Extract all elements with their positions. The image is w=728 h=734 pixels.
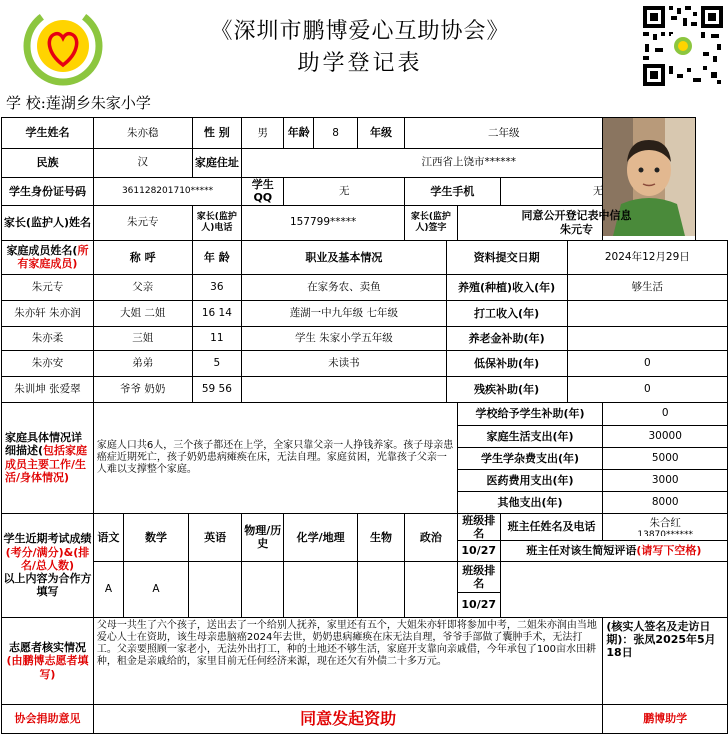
association-title: 《深圳市鹏博爱心互助协会》 bbox=[210, 19, 510, 44]
subject-politics: 政治 bbox=[405, 513, 458, 561]
label-occupation: 职业及基本情况 bbox=[242, 240, 446, 274]
class-rank-2: 10/27 bbox=[457, 592, 500, 617]
member-age: 36 bbox=[192, 274, 242, 300]
work-income bbox=[567, 300, 727, 326]
school-label: 学 校: bbox=[6, 94, 46, 112]
subject-math: 数学 bbox=[123, 513, 188, 561]
label-submit-date: 资料提交日期 bbox=[446, 240, 567, 274]
subject-chinese: 语文 bbox=[93, 513, 123, 561]
pension bbox=[567, 326, 727, 350]
member-relation: 大姐 二姐 bbox=[93, 300, 192, 326]
form-title: 助学登记表 bbox=[297, 51, 423, 76]
member-age: 16 14 bbox=[192, 300, 242, 326]
member-age: 5 bbox=[192, 350, 242, 376]
label-teacher: 班主任姓名及电话 bbox=[500, 513, 603, 540]
label-class-rank: 班级排名 bbox=[457, 513, 500, 540]
student-address: 江西省上饶市****** bbox=[242, 148, 696, 177]
member-name: 朱亦安 bbox=[2, 350, 94, 376]
label-pension: 养老金补助(年) bbox=[446, 326, 567, 350]
member-occupation: 未读书 bbox=[242, 350, 446, 376]
submit-date: 2024年12月29日 bbox=[567, 240, 727, 274]
family-label-a: 家庭具体情况详细描述( bbox=[5, 431, 82, 458]
student-age: 8 bbox=[314, 118, 358, 149]
label-grade: 年级 bbox=[357, 118, 404, 149]
member-relation: 弟弟 bbox=[93, 350, 192, 376]
exam-label-b: (考分/满分)&(排名/总人数) bbox=[5, 545, 90, 572]
other-expense: 8000 bbox=[603, 491, 728, 513]
teacher-comment-label: 班主任对该生简短评语 bbox=[526, 544, 637, 558]
subject-english: 英语 bbox=[189, 513, 242, 561]
farm-income: 够生活 bbox=[567, 274, 727, 300]
teacher-comment-note: (请写下空格) bbox=[636, 544, 702, 558]
label-class-rank-2: 班级排名 bbox=[457, 561, 500, 592]
association-logo bbox=[22, 5, 104, 87]
student-idno: 361128201710***** bbox=[93, 177, 241, 205]
member-name: 朱亦轩 朱亦润 bbox=[2, 300, 94, 326]
label-gender: 性 别 bbox=[192, 118, 242, 149]
member-name: 朱亦柔 bbox=[2, 326, 94, 350]
label-qq: 学生QQ bbox=[242, 177, 284, 205]
subject-chemistry-geography: 化学/地理 bbox=[284, 513, 358, 561]
volunteer-verification: 父母一共生了六个孩子，送出去了一个给别人抚养，家里还有五个，大姐朱亦轩即将参加中考，二姐朱亦润由当地爱心人士在资助，该生母亲患脑癌2024年去世，奶奶患病瘫痪在床无法自理，爷爷手部做了囊肿手术，无法打工。父亲要照顾一家老小，无法外出打工，种的土地还不够生活，家庭开支靠向亲戚借，今年承包了100亩水田耕种，租金是亲戚给的，家里目前无任何经济来源，现在还欠有外债二十多万元。 bbox=[93, 617, 602, 704]
student-phone: 无 bbox=[500, 177, 696, 205]
volunteer-signature: (核实人签名及走访日期)：张凤2025年5月18日 bbox=[603, 617, 728, 704]
label-living: 家庭生活支出(年) bbox=[457, 425, 603, 447]
teacher-comment bbox=[500, 561, 727, 617]
student-name: 朱亦稳 bbox=[93, 118, 192, 149]
disability: 0 bbox=[567, 376, 727, 402]
label-other: 其他支出(年) bbox=[457, 491, 603, 513]
member-occupation bbox=[242, 376, 446, 402]
student-grade: 二年级 bbox=[405, 118, 603, 149]
family-label-b: 包括家庭成员主要工作/生活/身体情况) bbox=[5, 444, 88, 484]
members-label-a: 家庭成员姓名( bbox=[6, 243, 78, 257]
label-opinion: 协会捐助意见 bbox=[2, 704, 94, 733]
header bbox=[0, 0, 728, 90]
label-phone: 学生手机 bbox=[405, 177, 501, 205]
label-volunteer bbox=[2, 617, 94, 704]
guardian-name: 朱元专 bbox=[93, 205, 192, 240]
label-work-income: 打工收入(年) bbox=[446, 300, 567, 326]
qr-code-icon bbox=[641, 4, 725, 88]
label-members bbox=[2, 240, 94, 274]
medical-expense: 3000 bbox=[603, 469, 728, 491]
label-guardian: 家长(监护人)姓名 bbox=[2, 205, 94, 240]
label-address: 家庭住址 bbox=[192, 148, 242, 177]
label-medical: 医药费用支出(年) bbox=[457, 469, 603, 491]
org-name: 鹏博助学 bbox=[603, 704, 728, 733]
member-relation: 三姐 bbox=[93, 326, 192, 350]
label-ethnic: 民族 bbox=[2, 148, 94, 177]
consent-text: 同意公开登记表中信息 bbox=[521, 209, 632, 223]
score-chinese: A bbox=[93, 561, 123, 617]
class-rank-1: 10/27 bbox=[457, 540, 500, 561]
school-line bbox=[6, 92, 151, 113]
exam-label-c: 以上内容为合作方填写 bbox=[3, 571, 92, 599]
misc-expense: 5000 bbox=[603, 447, 728, 469]
label-idno: 学生身份证号码 bbox=[2, 177, 94, 205]
registration-form-table bbox=[1, 117, 728, 734]
label-farm-income: 养殖(种植)收入(年) bbox=[446, 274, 567, 300]
lowinc: 0 bbox=[567, 350, 727, 376]
member-occupation: 学生 朱家小学五年级 bbox=[242, 326, 446, 350]
guardian-phone: 157799***** bbox=[242, 205, 405, 240]
member-age: 11 bbox=[192, 326, 242, 350]
label-family-desc bbox=[2, 402, 94, 513]
score-chemistry-geography bbox=[284, 561, 358, 617]
volunteer-label-a: 志愿者核实情况 bbox=[8, 641, 86, 655]
school-name: 莲湖乡朱家小学 bbox=[45, 94, 151, 112]
living-expense: 30000 bbox=[603, 425, 728, 447]
school-aid: 0 bbox=[603, 402, 728, 425]
teacher-info bbox=[603, 513, 728, 540]
subject-physics-history: 物理/历史 bbox=[242, 513, 284, 561]
label-disability: 残疾补助(年) bbox=[446, 376, 567, 402]
member-name: 朱元专 bbox=[2, 274, 94, 300]
teacher-name: 朱合红 bbox=[649, 517, 681, 530]
label-student-name: 学生姓名 bbox=[2, 118, 94, 149]
student-gender: 男 bbox=[242, 118, 284, 149]
label-member-age: 年 龄 bbox=[192, 240, 242, 274]
score-english bbox=[189, 561, 242, 617]
score-physics-history bbox=[242, 561, 284, 617]
label-misc: 学生学杂费支出(年) bbox=[457, 447, 603, 469]
member-relation: 爷爷 奶奶 bbox=[93, 376, 192, 402]
member-relation: 父亲 bbox=[93, 274, 192, 300]
family-description: 家庭人口共6人，三个孩子都还在上学，全家只靠父亲一人挣钱养家。孩子母亲患癌症近期死亡，孩子奶奶患病瘫痪在床，无法自理。家庭贫困，光靠孩子父亲一人难以支撑整个家庭。 bbox=[93, 402, 457, 513]
label-lowinc: 低保补助(年) bbox=[446, 350, 567, 376]
label-guardian-phone: 家长(监护人)电话 bbox=[192, 205, 242, 240]
guardian-signature: 朱元专 bbox=[560, 222, 594, 236]
exam-label-a: 学生近期考试成绩 bbox=[3, 532, 92, 546]
member-occupation: 莲湖一中九年级 七年级 bbox=[242, 300, 446, 326]
member-name: 朱训坤 张爱翠 bbox=[2, 376, 94, 402]
score-math: A bbox=[123, 561, 188, 617]
member-age: 59 56 bbox=[192, 376, 242, 402]
label-age: 年龄 bbox=[284, 118, 314, 149]
teacher-phone: 13870****** bbox=[637, 530, 694, 537]
label-school-aid: 学校给予学生补助(年) bbox=[457, 402, 603, 425]
student-ethnic: 汉 bbox=[93, 148, 192, 177]
label-guardian-sign: 家长(监护人)签字 bbox=[405, 205, 458, 240]
member-occupation: 在家务农、卖鱼 bbox=[242, 274, 446, 300]
opinion-text: 同意发起资助 bbox=[93, 704, 602, 733]
subject-biology: 生物 bbox=[357, 513, 404, 561]
score-politics bbox=[405, 561, 458, 617]
label-teacher-comment bbox=[500, 540, 727, 561]
volunteer-label-b: (由鹏博志愿者填写) bbox=[6, 654, 89, 681]
label-relation: 称 呼 bbox=[93, 240, 192, 274]
label-exam bbox=[2, 513, 94, 617]
members-label-b: 所有家庭成员) bbox=[17, 243, 89, 271]
student-qq: 无 bbox=[284, 177, 405, 205]
score-biology bbox=[357, 561, 404, 617]
